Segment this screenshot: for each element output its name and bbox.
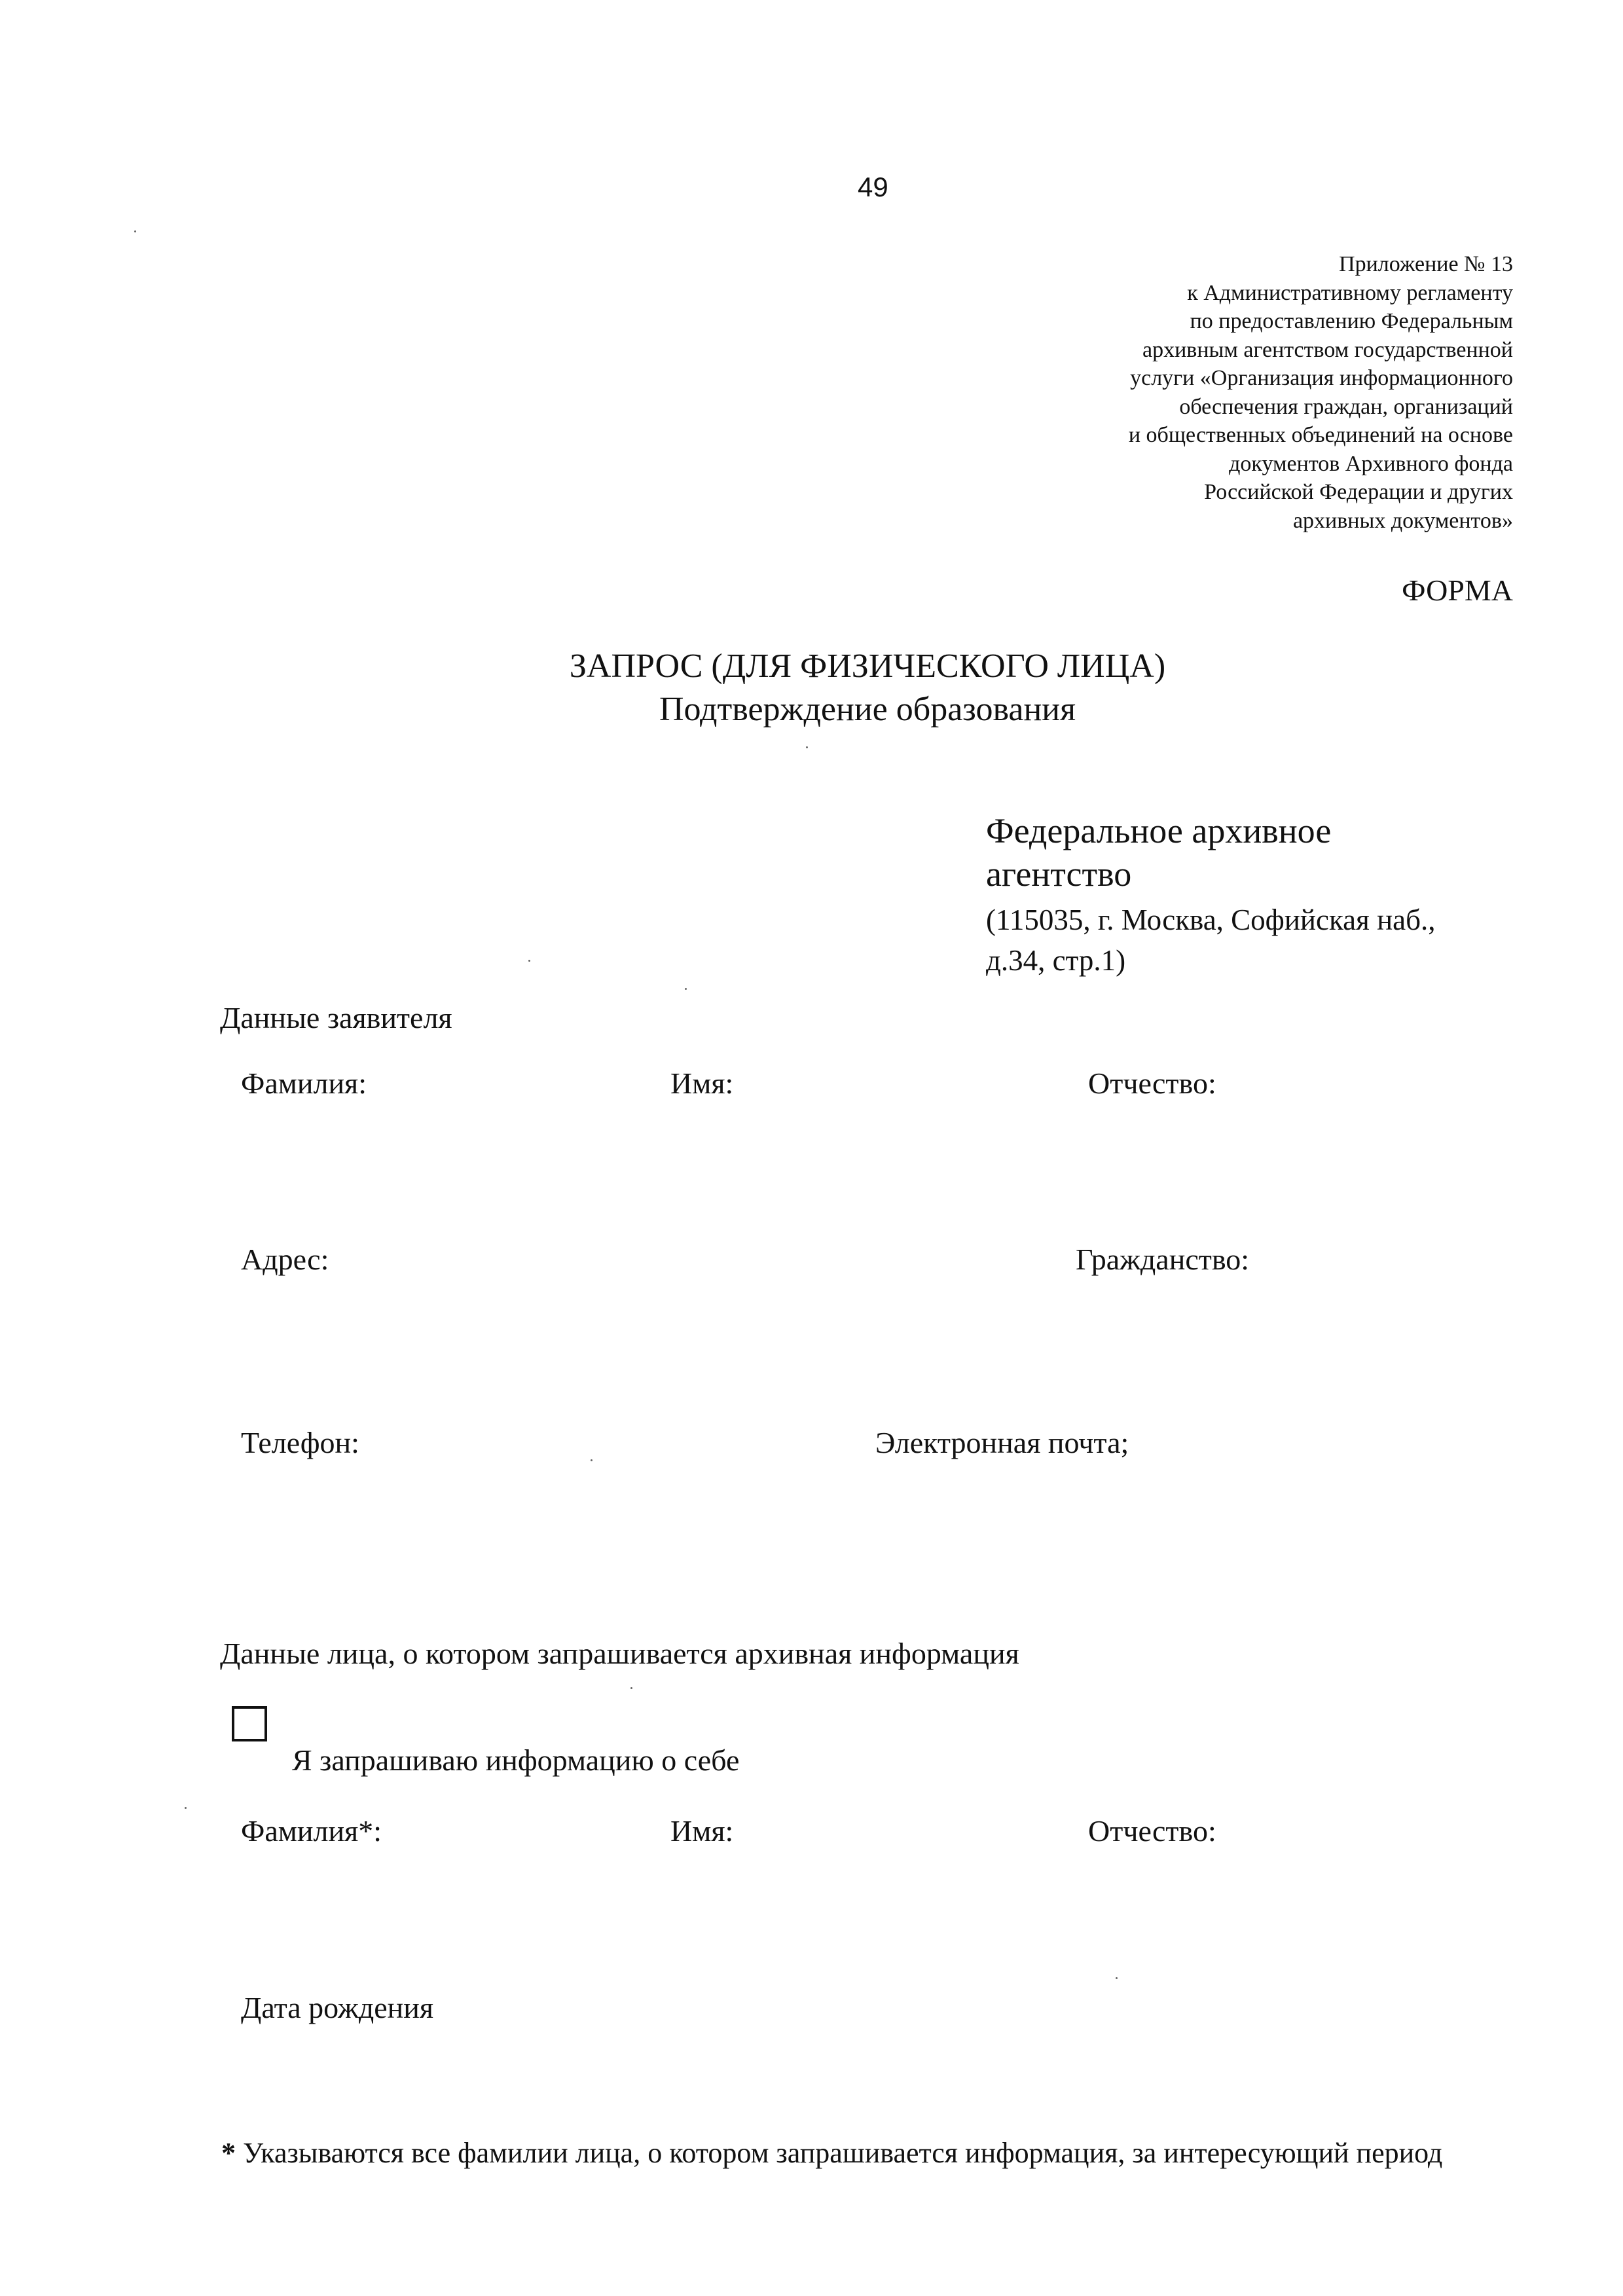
appendix-line: услуги «Организация информационного [1130,366,1513,390]
applicant-citizenship-label: Гражданство: [1076,1243,1250,1276]
request-title [0,645,1623,731]
scan-speck [185,1807,187,1809]
subject-name-label: Имя: [670,1814,734,1848]
appendix-line: обеспечения граждан, организаций [1179,394,1513,419]
subject-patronymic-label: Отчество: [1088,1814,1216,1848]
self-request-checkbox[interactable] [232,1706,267,1741]
recipient-name-line: агентство [986,854,1132,894]
applicant-address-label: Адрес: [241,1243,329,1276]
scan-speck [806,746,808,748]
scan-speck [630,1687,632,1689]
subject-birth-date-label: Дата рождения [241,1991,434,2024]
appendix-line: Приложение № 13 [1339,252,1513,276]
scan-speck [528,960,530,962]
subject-surname-label: Фамилия*: [241,1814,382,1848]
appendix-line: и общественных объединений на основе [1128,423,1513,447]
recipient-block [986,809,1436,981]
scan-speck [591,1459,593,1461]
scan-speck [1116,1977,1118,1979]
request-title-main: ЗАПРОС (ДЛЯ ФИЗИЧЕСКОГО ЛИЦА) [569,647,1166,685]
recipient-address-line: (115035, г. Москва, Софийская наб., [986,903,1436,936]
footnote [221,2133,1513,2174]
scan-speck [685,988,687,990]
appendix-note [1129,250,1513,535]
appendix-line: Российской Федерации и других [1204,480,1513,504]
appendix-line: архивных документов» [1292,508,1513,533]
recipient-name-line: Федеральное архивное [986,811,1332,850]
applicant-phone-label: Телефон: [241,1426,359,1459]
scan-speck [134,230,136,232]
footnote-text: Указываются все фамилии лица, о котором запрашивается информация, за интересующий период [243,2137,1443,2169]
applicant-email-label: Электронная почта; [875,1426,1129,1459]
applicant-patronymic-label: Отчество: [1088,1066,1216,1100]
applicant-section-title: Данные заявителя [220,1001,452,1034]
page-number: 49 [858,172,888,202]
applicant-surname-label: Фамилия: [241,1066,367,1100]
applicant-name-label: Имя: [670,1066,734,1100]
footnote-marker: * [221,2137,236,2169]
self-request-label: Я запрашиваю информацию о себе [292,1743,740,1777]
appendix-line: по предоставлению Федеральным [1190,309,1513,333]
appendix-line: документов Архивного фонда [1229,451,1513,476]
appendix-line: архивным агентством государственной [1142,337,1513,362]
recipient-address-line: д.34, стр.1) [986,944,1126,977]
subject-section-title: Данные лица, о котором запрашивается архивная информация [220,1637,1019,1670]
form-label: ФОРМА [1402,574,1513,607]
request-subtitle: Подтверждение образования [659,691,1076,728]
recipient-address [986,900,1436,981]
appendix-line: к Административному регламенту [1187,280,1513,305]
